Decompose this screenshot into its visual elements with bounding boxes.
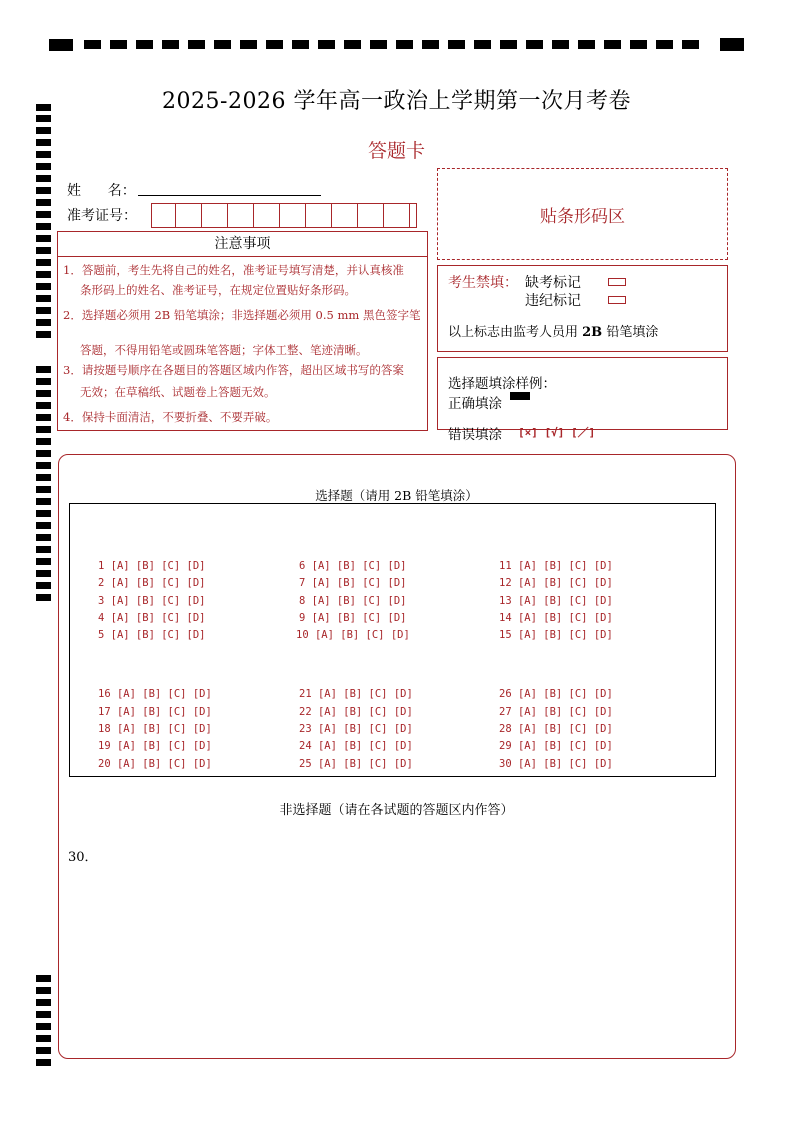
choice-question[interactable]: 23 [A] [B] [C] [D] xyxy=(299,723,413,735)
exam-title: 2025-2026 学年高一政治上学期第一次月考卷 xyxy=(162,89,631,114)
choice-question[interactable]: 13 [A] [B] [C] [D] xyxy=(499,595,613,607)
correct-fill-label: 正确填涂 xyxy=(448,396,502,412)
exam-id-cell[interactable] xyxy=(386,204,410,228)
exam-id-cell[interactable] xyxy=(230,204,254,228)
fill-example-box xyxy=(437,357,728,443)
question-30-answer-area[interactable] xyxy=(68,868,718,1048)
choice-question[interactable]: 3 [A] [B] [C] [D] xyxy=(98,595,206,607)
exam-id-grid[interactable] xyxy=(151,203,417,228)
exam-id-cell[interactable] xyxy=(152,204,176,228)
notice-item: 条形码上的姓名、准考证号，在规定位置贴好条形码。 xyxy=(80,283,356,297)
choice-question[interactable]: 26 [A] [B] [C] [D] xyxy=(499,688,613,700)
wrong-fill-samples: [×] [√] [／] xyxy=(518,426,596,439)
notice-item: 3．请按题号顺序在各题目的答题区域内作答，超出区域书写的答案 xyxy=(63,363,404,377)
prohibited-note-bold: 2B xyxy=(582,325,603,340)
question-30-label: 30． xyxy=(68,850,98,865)
exam-id-cell[interactable] xyxy=(334,204,358,228)
choice-question[interactable]: 2 [A] [B] [C] [D] xyxy=(98,577,206,589)
choice-question[interactable]: 5 [A] [B] [C] [D] xyxy=(98,629,206,641)
choice-question[interactable]: 24 [A] [B] [C] [D] xyxy=(299,740,413,752)
choice-question[interactable]: 30 [A] [B] [C] [D] xyxy=(499,758,613,770)
prohibited-note-suffix: 铅笔填涂 xyxy=(602,325,659,340)
name-field[interactable] xyxy=(138,195,321,196)
exam-id-cell[interactable] xyxy=(256,204,280,228)
choice-question[interactable]: 22 [A] [B] [C] [D] xyxy=(299,706,413,718)
prohibited-box xyxy=(437,265,728,352)
notice-item: 2．选择题必须用 2B 铅笔填涂；非选择题必须用 0.5 mm 黑色签字笔 xyxy=(63,308,421,322)
choice-question[interactable]: 8 [A] [B] [C] [D] xyxy=(299,595,407,607)
choice-question[interactable]: 7 [A] [B] [C] [D] xyxy=(299,577,407,589)
choice-question[interactable]: 15 [A] [B] [C] [D] xyxy=(499,629,613,641)
choice-question[interactable]: 17 [A] [B] [C] [D] xyxy=(98,706,212,718)
choice-question[interactable]: 16 [A] [B] [C] [D] xyxy=(98,688,212,700)
nonchoice-section-title: 非选择题（请在各试题的答题区内作答） xyxy=(279,803,514,818)
choice-question[interactable]: 21 [A] [B] [C] [D] xyxy=(299,688,413,700)
exam-id-cell[interactable] xyxy=(204,204,228,228)
choice-question[interactable]: 11 [A] [B] [C] [D] xyxy=(499,560,613,572)
name-label: 姓 名： xyxy=(67,183,136,199)
choice-question[interactable]: 6 [A] [B] [C] [D] xyxy=(299,560,407,572)
correct-fill-sample xyxy=(510,392,530,400)
choice-question[interactable]: 28 [A] [B] [C] [D] xyxy=(499,723,613,735)
choice-question[interactable]: 20 [A] [B] [C] [D] xyxy=(98,758,212,770)
absent-mark-label: 缺考标记 xyxy=(525,275,581,291)
exam-id-cell[interactable] xyxy=(308,204,332,228)
prohibited-note xyxy=(448,321,658,340)
exam-id-cell[interactable] xyxy=(178,204,202,228)
prohibited-note-prefix: 以上标志由监考人员用 xyxy=(448,325,583,340)
notice-item: 4．保持卡面清洁，不要折叠、不要弄破。 xyxy=(63,410,278,424)
choice-section-title: 选择题（请用 2B 铅笔填涂） xyxy=(315,488,478,503)
choice-question[interactable]: 27 [A] [B] [C] [D] xyxy=(499,706,613,718)
violation-mark-label: 违纪标记 xyxy=(525,293,581,309)
choice-question[interactable]: 10 [A] [B] [C] [D] xyxy=(296,629,410,641)
fill-example-title: 选择题填涂样例： xyxy=(448,376,556,392)
choice-question[interactable]: 25 [A] [B] [C] [D] xyxy=(299,758,413,770)
barcode-area xyxy=(437,168,728,260)
choice-question[interactable]: 18 [A] [B] [C] [D] xyxy=(98,723,212,735)
answer-card-subtitle: 答题卡 xyxy=(367,140,425,162)
barcode-area-label: 贴条形码区 xyxy=(540,206,625,227)
exam-id-label: 准考证号： xyxy=(67,208,137,224)
notice-item: 1．答题前，考生先将自己的姓名，准考证号填写清楚，并认真核准 xyxy=(63,263,404,277)
violation-mark-box[interactable] xyxy=(608,296,626,304)
notice-item: 无效；在草稿纸、试题卷上答题无效。 xyxy=(80,385,276,399)
notice-box xyxy=(57,256,428,431)
choice-question[interactable]: 12 [A] [B] [C] [D] xyxy=(499,577,613,589)
choice-question[interactable]: 4 [A] [B] [C] [D] xyxy=(98,612,206,624)
wrong-fill-label: 错误填涂 xyxy=(448,427,502,443)
prohibited-label: 考生禁填： xyxy=(448,275,518,291)
absent-mark-box[interactable] xyxy=(608,278,626,286)
choice-question[interactable]: 29 [A] [B] [C] [D] xyxy=(499,740,613,752)
choice-question[interactable]: 14 [A] [B] [C] [D] xyxy=(499,612,613,624)
exam-id-cell[interactable] xyxy=(360,204,384,228)
choice-question[interactable]: 9 [A] [B] [C] [D] xyxy=(299,612,407,624)
notice-heading: 注意事项 xyxy=(214,236,271,252)
exam-id-cell[interactable] xyxy=(282,204,306,228)
choice-question[interactable]: 1 [A] [B] [C] [D] xyxy=(98,560,206,572)
notice-item: 答题，不得用铅笔或圆珠笔答题；字体工整、笔迹清晰。 xyxy=(80,343,368,357)
notice-heading-box xyxy=(57,231,428,257)
choice-question[interactable]: 19 [A] [B] [C] [D] xyxy=(98,740,212,752)
